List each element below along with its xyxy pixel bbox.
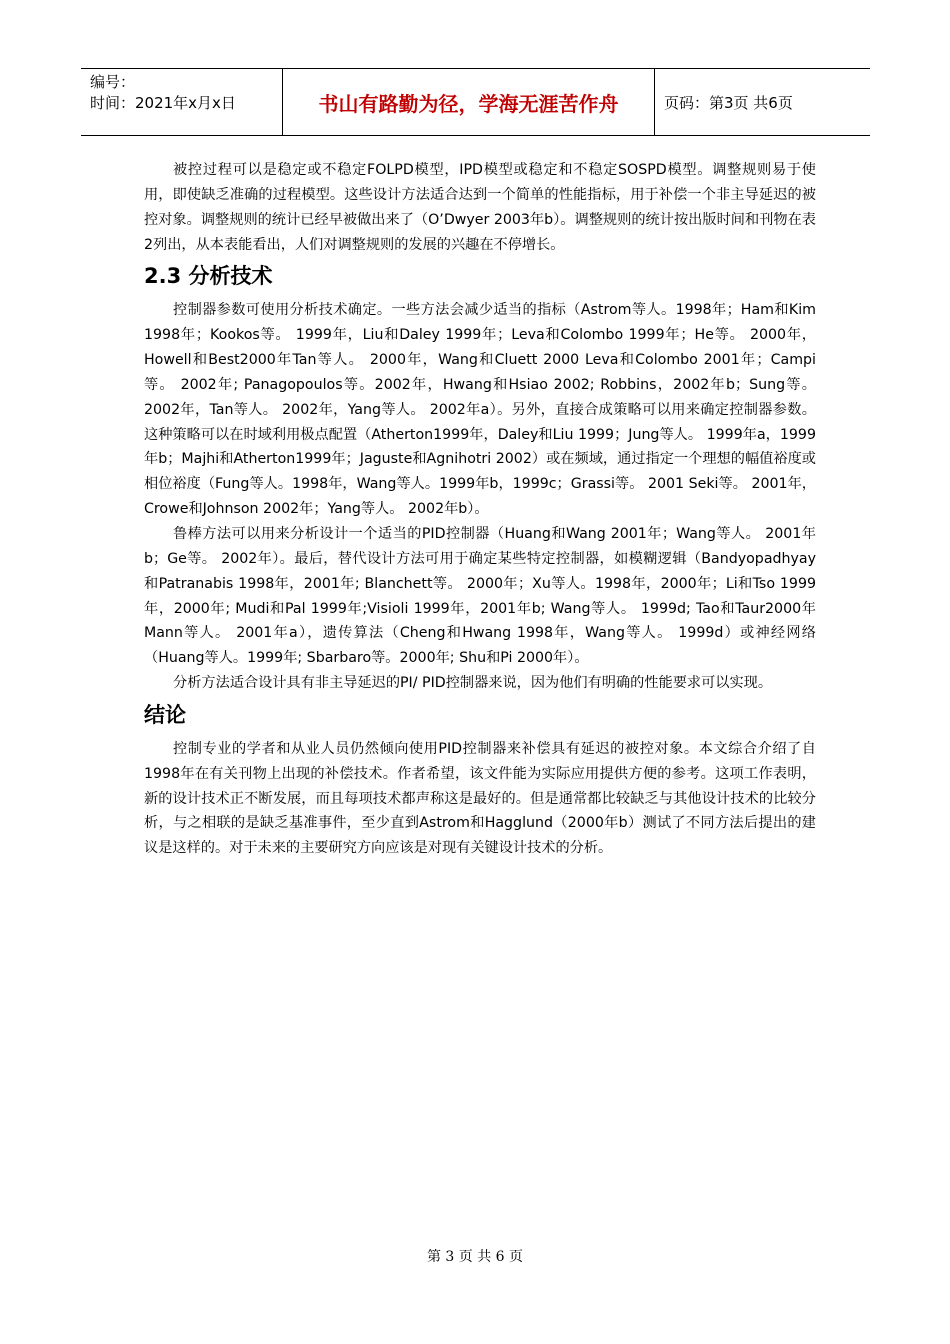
paragraph-analytical-methods: 控制器参数可使用分析技术确定。一些方法会减少适当的指标（Astrom等人。1998年；Ham和Kim 1998年；Kookos等。 1999年，Liu和Daley 1999年；Leva和Colombo 1999年；He等。 2000年，Howell和Best2000年Tan等人。 2000年，Wang和Cluett 2000 Leva和Colombo 2001年；Campi等。 2002年; Panagopoulos等。2002年，Hwang和Hsiao 2002; Robbins，2002年b；Sung等。2002年，Tan等人。 2002年，Yang等人。 2002年a）。另外，直接合成策略可以用来确定控制器参数。这种策略可以在时域利用极点配置（Atherton1999年，Daley和Liu 1999；Jung等人。 1999年a，1999年b；Majhi和Atherton1999年；Jaguste和Agnihotri 2002）或在频域，通过指定一个理想的幅值裕度或相位裕度（Fung等人。1998年，Wang等人。1999年b，1999c；Grassi等。 2001 Seki等。 2001年，Crowe和Johnson 2002年；Yang等人。 2002年b）。 (144, 302, 816, 518)
document-body (144, 158, 816, 861)
header-meta (81, 69, 282, 135)
page-header (81, 68, 870, 136)
date-label: 时间：2021年x月x日 (90, 94, 236, 112)
paragraph-analysis-suitability: 分析方法适合设计具有非主导延迟的PI/ PID控制器来说，因为他们有明确的性能要求可以实现。 (173, 675, 773, 692)
paragraph-conclusion: 控制专业的学者和从业人员仍然倾向使用PID控制器来补偿具有延迟的被控对象。本文综合介绍了自1998年在有关刊物上出现的补偿技术。作者希望，该文件能为实际应用提供方便的参考。这项工作表明，新的设计技术正不断发展，而且每项技术都声称这是最好的。但是通常都比较缺乏与其他设计技术的比较分析，与之相联的是缺乏基准事件，至少直到Astrom和Hagglund（2000年b）测试了不同方法后提出的建议是这样的。对于未来的主要研究方向应该是对现有关键设计技术的分析。 (144, 740, 816, 857)
header-motto: 书山有路勤为径，学海无涯苦作舟 (282, 69, 655, 135)
page-footer: 第 3 页 共 6 页 (426, 1249, 524, 1265)
section-heading-analysis: 2.3 分析技术 (144, 264, 273, 289)
section-heading-conclusion: 结论 (144, 702, 186, 727)
paragraph-adjustment-rules: 被控过程可以是稳定或不稳定FOLPD模型，IPD模型或稳定和不稳定SOSPD模型。调整规则易于使用，即使缺乏准确的过程模型。这些设计方法适合达到一个简单的性能指标，用于补偿一个非主导延迟的被控对象。调整规则的统计已经早被做出来了（O’Dwyer 2003年b）。调整规则的统计按出版时间和刊物在表2列出，从本表能看出，人们对调整规则的发展的兴趣在不停增长。 (144, 162, 816, 253)
paragraph-robust-methods: 鲁棒方法可以用来分析设计一个适当的PID控制器（Huang和Wang 2001年；Wang等人。 2001年b；Ge等。 2002年）。最后，替代设计方法可用于确定某些特定控制器，如模糊逻辑（Bandyopadhyay和Patranabis 1998年，2001年; Blanchett等。 2000年；Xu等人。1998年，2000年；Li和Tso 1999年，2000年; Mudi和Pal 1999年;Visioli 1999年，2001年b; Wang等人。 1999d; Tao和Taur2000年Mann等人。 2001年a），遗传算法（Cheng和Hwang 1998年，Wang等人。 1999d）或神经网络（Huang等人。1999年; Sbarbaro等。2000年; Shu和Pi 2000年）。 (144, 525, 816, 667)
header-page-label: 页码：第3页 共6页 (664, 93, 793, 112)
number-label: 编号： (90, 73, 136, 91)
